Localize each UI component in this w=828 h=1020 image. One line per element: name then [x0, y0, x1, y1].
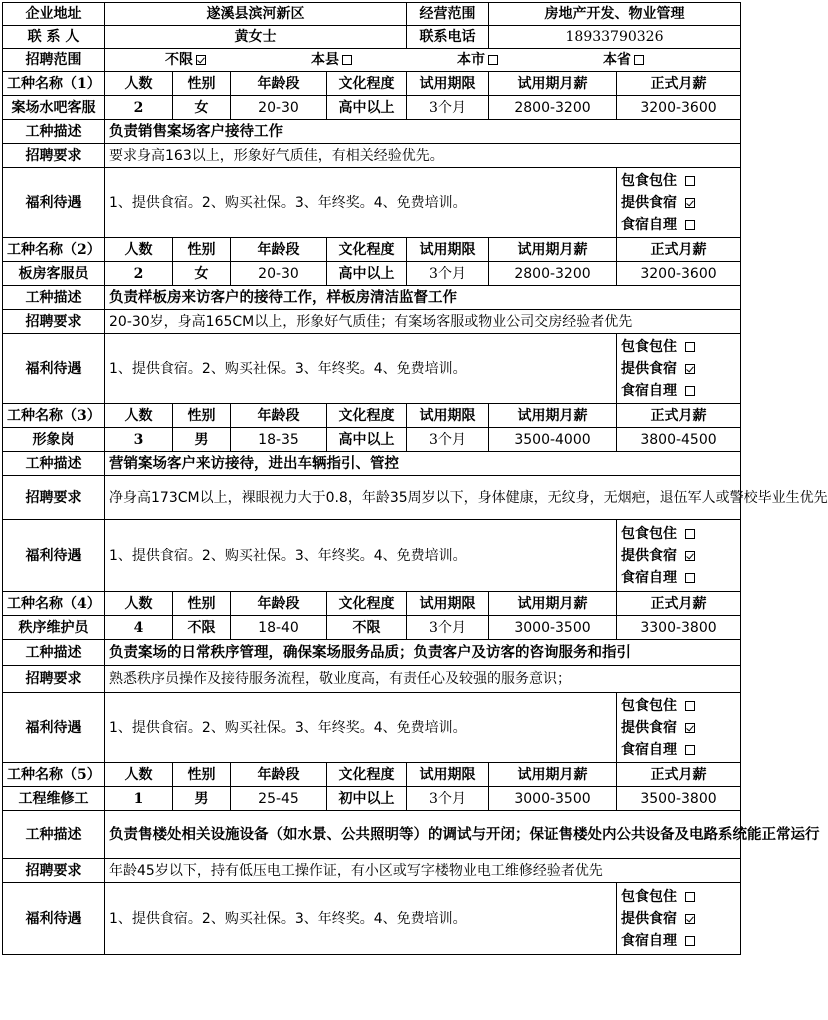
benefit-checkbox[interactable] [685, 914, 695, 924]
job-education: 高中以上 [327, 262, 407, 286]
benefit-option[interactable] [621, 569, 736, 587]
column-header-gender: 性别 [173, 238, 231, 262]
job-trial-salary: 3500-4000 [489, 428, 617, 452]
benefit-option[interactable] [621, 932, 736, 950]
column-header-formal-salary: 正式月薪 [617, 763, 741, 787]
benefit-checkbox[interactable] [685, 220, 695, 230]
column-header-education: 文化程度 [327, 592, 407, 616]
job-trial-period: 3个月 [407, 96, 489, 120]
job-header-row [3, 72, 741, 96]
job-education: 不限 [327, 616, 407, 640]
benefit-option-label: 提供食宿 [621, 547, 677, 564]
job-benefits-row [3, 883, 741, 955]
job-trial-period: 3个月 [407, 428, 489, 452]
column-header-education: 文化程度 [327, 238, 407, 262]
contact-person: 黄女士 [105, 26, 407, 49]
company-address: 遂溪县滨河新区 [105, 3, 407, 26]
benefit-options [617, 168, 741, 238]
column-header-formal-salary: 正式月薪 [617, 72, 741, 96]
column-header-trial-period: 试用期限 [407, 238, 489, 262]
benefit-option[interactable] [621, 338, 736, 356]
benefit-checkbox[interactable] [685, 386, 695, 396]
job-requirements: 熟悉秩序员操作及接待服务流程，敬业度高，有责任心及较强的服务意识； [105, 666, 741, 693]
column-header-trial-salary: 试用期月薪 [489, 72, 617, 96]
job-description-row [3, 811, 741, 859]
scope-option-label: 不限 [165, 52, 193, 68]
column-header-age: 年龄段 [231, 238, 327, 262]
benefit-option[interactable] [621, 172, 736, 190]
job-name: 案场水吧客服 [3, 96, 105, 120]
description-label: 工种描述 [3, 120, 105, 144]
job-age: 25-45 [231, 787, 327, 811]
benefit-option-label: 食宿自理 [621, 569, 677, 586]
benefit-option[interactable] [621, 194, 736, 212]
column-header-count: 人数 [105, 592, 173, 616]
job-header-row [3, 763, 741, 787]
benefit-checkbox[interactable] [685, 723, 695, 733]
column-header-gender: 性别 [173, 592, 231, 616]
benefits-label: 福利待遇 [3, 334, 105, 404]
job-name: 形象岗 [3, 428, 105, 452]
benefit-option-label: 提供食宿 [621, 194, 677, 211]
job-benefits-row [3, 693, 741, 763]
benefit-options-list [621, 172, 736, 234]
job-gender: 女 [173, 262, 231, 286]
job-values-row [3, 787, 741, 811]
benefit-option-label: 食宿自理 [621, 382, 677, 399]
phone-label: 联系电话 [407, 26, 489, 49]
benefit-options [617, 334, 741, 404]
benefit-checkbox[interactable] [685, 551, 695, 561]
benefit-option[interactable] [621, 741, 736, 759]
column-header-education: 文化程度 [327, 763, 407, 787]
benefit-option-label: 包食包住 [621, 525, 677, 542]
column-header-count: 人数 [105, 404, 173, 428]
job-header-row [3, 404, 741, 428]
job-values-row [3, 428, 741, 452]
job-values-row [3, 96, 741, 120]
job-description: 负责售楼处相关设施设备（如水景、公共照明等）的调试与开闭；保证售楼处内公共设备及电路系统能正常运行 [105, 811, 741, 859]
job-requirements-row [3, 859, 741, 883]
job-trial-period: 3个月 [407, 616, 489, 640]
job-requirements: 年龄45岁以下，持有低压电工操作证，有小区或写字楼物业电工维修经验者优先 [105, 859, 741, 883]
contact-label: 联 系 人 [3, 26, 105, 49]
scope-option[interactable] [311, 51, 352, 69]
job-formal-salary: 3200-3600 [617, 262, 741, 286]
job-description-row [3, 640, 741, 666]
job-header-row [3, 592, 741, 616]
job-requirements: 20-30岁，身高165CM以上，形象好气质佳；有案场客服或物业公司交房经验者优先 [105, 310, 741, 334]
job-count: 4 [105, 616, 173, 640]
benefit-checkbox[interactable] [685, 936, 695, 946]
scope-option-label: 本县 [311, 52, 339, 68]
requirements-label: 招聘要求 [3, 310, 105, 334]
scope-option-label: 本市 [457, 52, 485, 68]
scope-option[interactable] [603, 51, 644, 69]
job-title-label: 工种名称（2） [3, 238, 105, 262]
benefit-option[interactable] [621, 888, 736, 906]
job-title-label: 工种名称（1） [3, 72, 105, 96]
job-benefits-text: 1、提供食宿。2、购买社保。3、年终奖。4、免费培训。 [105, 520, 617, 592]
scope-checkbox[interactable] [488, 55, 498, 65]
benefit-option[interactable] [621, 382, 736, 400]
benefit-option-label: 包食包住 [621, 697, 677, 714]
job-formal-salary: 3500-3800 [617, 787, 741, 811]
requirements-label: 招聘要求 [3, 476, 105, 520]
job-title-label: 工种名称（4） [3, 592, 105, 616]
column-header-formal-salary: 正式月薪 [617, 238, 741, 262]
description-label: 工种描述 [3, 452, 105, 476]
job-trial-salary: 3000-3500 [489, 616, 617, 640]
requirements-label: 招聘要求 [3, 144, 105, 168]
job-gender: 男 [173, 428, 231, 452]
job-header-row [3, 238, 741, 262]
job-formal-salary: 3300-3800 [617, 616, 741, 640]
benefit-option-label: 包食包住 [621, 172, 677, 189]
job-trial-period: 3个月 [407, 787, 489, 811]
benefit-option-label: 包食包住 [621, 888, 677, 905]
job-gender: 男 [173, 787, 231, 811]
job-trial-salary: 2800-3200 [489, 262, 617, 286]
benefit-options [617, 520, 741, 592]
benefit-checkbox[interactable] [685, 198, 695, 208]
benefit-checkbox[interactable] [685, 176, 695, 186]
job-age: 20-30 [231, 262, 327, 286]
job-education: 初中以上 [327, 787, 407, 811]
recruitment-table [2, 2, 828, 955]
benefit-option[interactable] [621, 525, 736, 543]
job-name: 秩序维护员 [3, 616, 105, 640]
column-header-education: 文化程度 [327, 72, 407, 96]
requirements-label: 招聘要求 [3, 859, 105, 883]
job-formal-salary: 3800-4500 [617, 428, 741, 452]
job-requirements-row [3, 666, 741, 693]
job-benefits-row [3, 334, 741, 404]
job-age: 18-40 [231, 616, 327, 640]
benefit-option-label: 提供食宿 [621, 719, 677, 736]
job-count: 1 [105, 787, 173, 811]
column-header-gender: 性别 [173, 72, 231, 96]
scope-option[interactable] [165, 51, 206, 69]
benefit-checkbox[interactable] [685, 364, 695, 374]
scope-checkbox[interactable] [634, 55, 644, 65]
benefit-options-list [621, 697, 736, 759]
benefit-option[interactable] [621, 216, 736, 234]
job-description: 负责样板房来访客户的接待工作，样板房清洁监督工作 [105, 286, 741, 310]
benefit-options-list [621, 888, 736, 950]
job-name: 工程维修工 [3, 787, 105, 811]
job-age: 18-35 [231, 428, 327, 452]
job-count: 2 [105, 262, 173, 286]
job-values-row [3, 616, 741, 640]
benefit-option[interactable] [621, 719, 736, 737]
benefit-checkbox[interactable] [685, 529, 695, 539]
job-gender: 女 [173, 96, 231, 120]
column-header-trial-salary: 试用期月薪 [489, 763, 617, 787]
job-benefits-text: 1、提供食宿。2、购买社保。3、年终奖。4、免费培训。 [105, 168, 617, 238]
column-header-trial-salary: 试用期月薪 [489, 238, 617, 262]
benefit-checkbox[interactable] [685, 892, 695, 902]
benefit-options [617, 693, 741, 763]
benefit-options-list [621, 525, 736, 587]
job-requirements-row [3, 476, 741, 520]
column-header-count: 人数 [105, 238, 173, 262]
job-trial-period: 3个月 [407, 262, 489, 286]
job-age: 20-30 [231, 96, 327, 120]
job-title-label: 工种名称（3） [3, 404, 105, 428]
benefit-option[interactable] [621, 910, 736, 928]
job-requirements-row [3, 310, 741, 334]
column-header-education: 文化程度 [327, 404, 407, 428]
column-header-trial-period: 试用期限 [407, 592, 489, 616]
benefit-option-label: 包食包住 [621, 338, 677, 355]
job-formal-salary: 3200-3600 [617, 96, 741, 120]
job-education: 高中以上 [327, 428, 407, 452]
job-description-row [3, 286, 741, 310]
benefit-option-label: 食宿自理 [621, 216, 677, 233]
benefit-option-label: 提供食宿 [621, 360, 677, 377]
job-requirements-row [3, 144, 741, 168]
column-header-count: 人数 [105, 72, 173, 96]
benefit-option[interactable] [621, 547, 736, 565]
scope-option-label: 本省 [603, 52, 631, 68]
column-header-trial-salary: 试用期月薪 [489, 404, 617, 428]
job-description: 营销案场客户来访接待，进出车辆指引、管控 [105, 452, 741, 476]
job-count: 3 [105, 428, 173, 452]
column-header-age: 年龄段 [231, 404, 327, 428]
column-header-formal-salary: 正式月薪 [617, 404, 741, 428]
column-header-formal-salary: 正式月薪 [617, 592, 741, 616]
column-header-gender: 性别 [173, 404, 231, 428]
requirements-label: 招聘要求 [3, 666, 105, 693]
benefit-option-label: 食宿自理 [621, 741, 677, 758]
job-values-row [3, 262, 741, 286]
benefit-option[interactable] [621, 697, 736, 715]
job-description-row [3, 452, 741, 476]
business-scope-label: 经营范围 [407, 3, 489, 26]
job-benefits-text: 1、提供食宿。2、购买社保。3、年终奖。4、免费培训。 [105, 883, 617, 955]
job-benefits-row [3, 520, 741, 592]
benefits-label: 福利待遇 [3, 168, 105, 238]
benefit-checkbox[interactable] [685, 342, 695, 352]
job-gender: 不限 [173, 616, 231, 640]
column-header-gender: 性别 [173, 763, 231, 787]
column-header-trial-period: 试用期限 [407, 72, 489, 96]
benefit-option[interactable] [621, 360, 736, 378]
benefits-label: 福利待遇 [3, 520, 105, 592]
column-header-trial-period: 试用期限 [407, 404, 489, 428]
job-benefits-text: 1、提供食宿。2、购买社保。3、年终奖。4、免费培训。 [105, 693, 617, 763]
phone-number: 18933790326 [489, 26, 741, 49]
job-requirements: 净身高173CM以上，裸眼视力大于0.8，年龄35周岁以下，身体健康，无纹身，无烟疤，退伍军人或警校毕业生优先 [105, 476, 741, 520]
column-header-age: 年龄段 [231, 763, 327, 787]
job-trial-salary: 2800-3200 [489, 96, 617, 120]
benefits-label: 福利待遇 [3, 883, 105, 955]
business-scope: 房地产开发、物业管理 [489, 3, 741, 26]
column-header-age: 年龄段 [231, 72, 327, 96]
scope-checkbox[interactable] [196, 55, 206, 65]
scope-checkbox[interactable] [342, 55, 352, 65]
benefits-label: 福利待遇 [3, 693, 105, 763]
benefit-option-label: 食宿自理 [621, 932, 677, 949]
job-description: 负责案场的日常秩序管理，确保案场服务品质；负责客户及访客的咨询服务和指引 [105, 640, 741, 666]
description-label: 工种描述 [3, 811, 105, 859]
benefit-checkbox[interactable] [685, 745, 695, 755]
description-label: 工种描述 [3, 286, 105, 310]
job-trial-salary: 3000-3500 [489, 787, 617, 811]
benefit-options-list [621, 338, 736, 400]
column-header-age: 年龄段 [231, 592, 327, 616]
job-description: 负责销售案场客户接待工作 [105, 120, 741, 144]
job-title-label: 工种名称（5） [3, 763, 105, 787]
benefit-options [617, 883, 741, 955]
benefit-option-label: 提供食宿 [621, 910, 677, 927]
job-description-row [3, 120, 741, 144]
job-name: 板房客服员 [3, 262, 105, 286]
job-requirements: 要求身高163以上，形象好气质佳，有相关经验优先。 [105, 144, 741, 168]
recruit-scope-options [105, 49, 741, 72]
job-benefits-row [3, 168, 741, 238]
benefit-checkbox[interactable] [685, 701, 695, 711]
description-label: 工种描述 [3, 640, 105, 666]
column-header-count: 人数 [105, 763, 173, 787]
benefit-checkbox[interactable] [685, 573, 695, 583]
job-benefits-text: 1、提供食宿。2、购买社保。3、年终奖。4、免费培训。 [105, 334, 617, 404]
column-header-trial-salary: 试用期月薪 [489, 592, 617, 616]
job-count: 2 [105, 96, 173, 120]
recruit-scope-label: 招聘范围 [3, 49, 105, 72]
recruitment-form [2, 2, 828, 955]
column-header-trial-period: 试用期限 [407, 763, 489, 787]
job-education: 高中以上 [327, 96, 407, 120]
scope-option[interactable] [457, 51, 498, 69]
company-address-label: 企业地址 [3, 3, 105, 26]
